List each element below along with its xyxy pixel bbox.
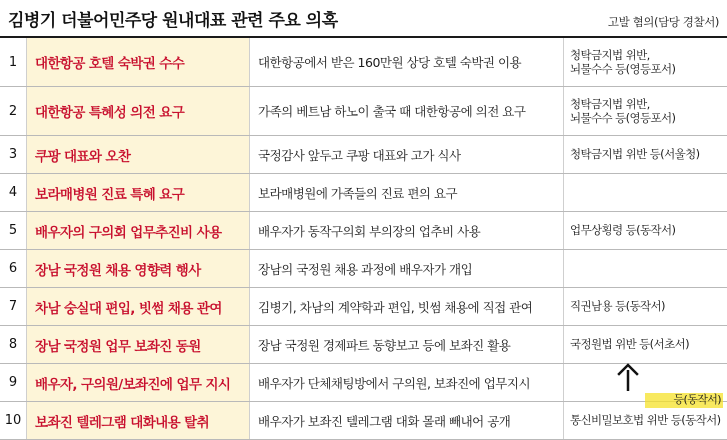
row-suspicion: 보라매병원 진료 특혜 요구: [27, 174, 250, 212]
suspicion-table: [0, 38, 727, 440]
row-detail: 대한항공에서 받은 160만원 상당 호텔 숙박권 이용: [250, 38, 564, 87]
row-charge: [564, 38, 727, 87]
row-charge: [564, 212, 727, 250]
row-suspicion: 차남 숭실대 편입, 빗썸 채용 관여: [27, 288, 250, 326]
table-row: [0, 364, 727, 402]
page-header: [0, 0, 727, 38]
row-charge: [564, 136, 727, 174]
row-charge-line1: 청탁금지법 위반 등(서울청): [570, 147, 699, 161]
highlight-label: 등(동작서): [674, 391, 722, 407]
table-row: [0, 326, 727, 364]
row-detail: 보라매병원에 가족들의 진료 편의 요구: [250, 174, 564, 212]
row-number: 10: [0, 402, 27, 440]
row-charge-line2: 뇌물수수 등(영등포서): [570, 62, 727, 76]
row-detail: 장남의 국정원 채용 과정에 배우자가 개입: [250, 250, 564, 288]
row-detail: 가족의 베트남 하노이 출국 때 대한항공에 의전 요구: [250, 87, 564, 136]
row-charge-line1: 직권남용 등(동작서): [570, 299, 665, 313]
table-row: [0, 38, 727, 87]
row-number: 5: [0, 212, 27, 250]
table-row: [0, 402, 727, 440]
row-detail: 김병기, 차남의 계약학과 편입, 빗썸 채용에 직접 관여: [250, 288, 564, 326]
row-detail: 배우자가 단체채팅방에서 구의원, 보좌진에 업무지시: [250, 364, 564, 402]
table-row: [0, 250, 727, 288]
table-row: [0, 212, 727, 250]
row-charge: [564, 326, 727, 364]
table-row: [0, 174, 727, 212]
row-number: 7: [0, 288, 27, 326]
page-title: 김병기 더불어민주당 원내대표 관련 주요 의혹: [8, 6, 338, 31]
row-number: 1: [0, 38, 27, 87]
row-suspicion: 장남 국정원 업무 보좌진 동원: [27, 326, 250, 364]
row-detail: 배우자가 동작구의회 부의장의 업추비 사용: [250, 212, 564, 250]
row-charge: [564, 174, 727, 212]
table-row: [0, 136, 727, 174]
row-charge-line1: 청탁금지법 위반,: [570, 97, 650, 111]
row-detail: 장남 국정원 경제파트 동향보고 등에 보좌진 활용: [250, 326, 564, 364]
row-number: 3: [0, 136, 27, 174]
table-body: [0, 38, 727, 440]
row-charge-line2: 뇌물수수 등(영등포서): [570, 111, 727, 125]
row-charge: [564, 288, 727, 326]
table-row: [0, 87, 727, 136]
row-detail: 국정감사 앞두고 쿠팡 대표와 고가 식사: [250, 136, 564, 174]
row-suspicion: 장남 국정원 채용 영향력 행사: [27, 250, 250, 288]
row-suspicion: 배우자의 구의회 업무추진비 사용: [27, 212, 250, 250]
row-charge-line1: 청탁금지법 위반,: [570, 48, 650, 62]
row-number: 8: [0, 326, 27, 364]
row-charge-line1: 업무상횡령 등(동작서): [570, 223, 675, 237]
row-charge-line1: 국정원법 위반 등(서초서): [570, 337, 689, 351]
row-detail: 배우자가 보좌진 텔레그램 대화 몰래 빼내어 공개: [250, 402, 564, 440]
charge-column-header: 고발 혐의(담당 경찰서): [608, 14, 719, 30]
row-suspicion: 배우자, 구의원/보좌진에 업무 지시: [27, 364, 250, 402]
row-suspicion: 대한항공 호텔 숙박권 수수: [27, 38, 250, 87]
row-number: 2: [0, 87, 27, 136]
row-suspicion: 쿠팡 대표와 오찬: [27, 136, 250, 174]
row-charge: [564, 87, 727, 136]
row-suspicion: 대한항공 특혜성 의전 요구: [27, 87, 250, 136]
row-number: 9: [0, 364, 27, 402]
row-number: 4: [0, 174, 27, 212]
row-charge: [564, 250, 727, 288]
row-charge-line1: 통신비밀보호법 위반 등(동작서): [570, 413, 721, 427]
table-row: [0, 288, 727, 326]
row-suspicion: 보좌진 텔레그램 대화내용 탈취: [27, 402, 250, 440]
row-number: 6: [0, 250, 27, 288]
